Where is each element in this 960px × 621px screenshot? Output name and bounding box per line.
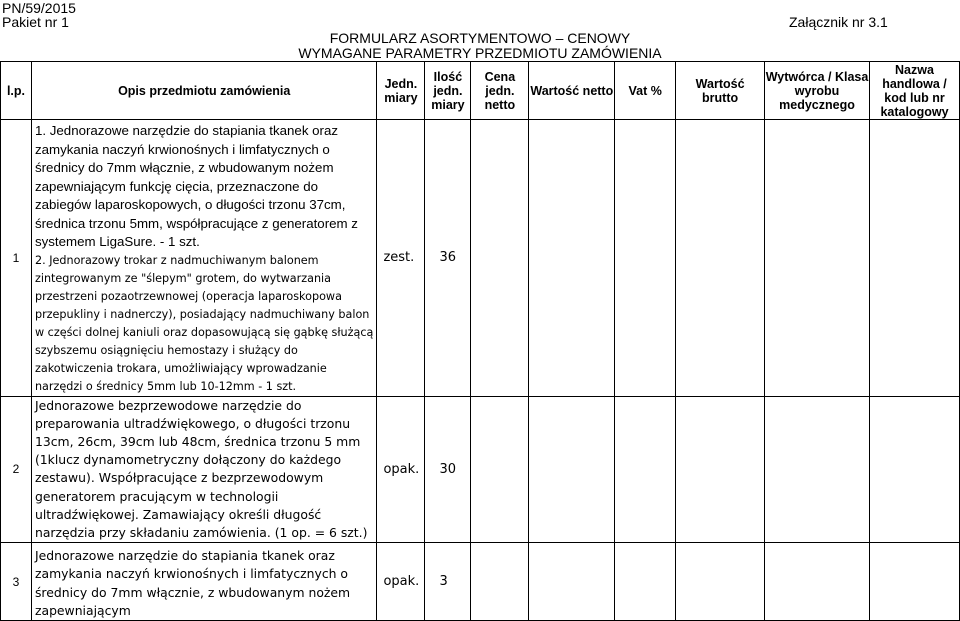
form-title: FORMULARZ ASORTYMENTOWO – CENOWY xyxy=(329,30,631,46)
header-ilosc: Ilość jedn. miary xyxy=(425,62,471,120)
row-number: 2 xyxy=(1,396,32,543)
vat-cell[interactable] xyxy=(615,120,676,397)
header-jedn-miary: Jedn. miary xyxy=(377,62,425,120)
attachment-label: Załącznik nr 3.1 xyxy=(789,14,888,30)
row-number: 3 xyxy=(1,543,32,621)
net-value-cell[interactable] xyxy=(529,396,615,543)
header-cena: Cena jedn. netto xyxy=(471,62,529,120)
table-row xyxy=(1,120,960,397)
gross-value-cell[interactable] xyxy=(676,120,765,397)
trade-name-cell[interactable] xyxy=(869,543,959,621)
item-description-text: Jednorazowe narzędzie do stapiania tkanek oraz zamykania naczyń krwionośnych i limfatycznych o średnicy do 7mm włącznie, z wbudowanym nożem zapewniającym xyxy=(34,548,351,618)
unit-price-cell[interactable] xyxy=(471,396,529,543)
vat-cell[interactable] xyxy=(615,396,676,543)
net-value-cell[interactable] xyxy=(529,120,615,397)
net-value-cell[interactable] xyxy=(529,543,615,621)
manufacturer-cell[interactable] xyxy=(765,120,870,397)
header-wartosc-brutto: Wartość brutto xyxy=(676,62,765,120)
unit-of-measure: opak. xyxy=(377,543,425,621)
unit-of-measure: opak. xyxy=(377,396,425,543)
header-row xyxy=(1,62,960,120)
table-row xyxy=(1,396,960,543)
vat-cell[interactable] xyxy=(615,543,676,621)
gross-value-cell[interactable] xyxy=(676,543,765,621)
packet-label: Pakiet nr 1 xyxy=(2,14,69,30)
order-table xyxy=(0,61,960,621)
manufacturer-cell[interactable] xyxy=(765,543,870,621)
document-reference: PN/59/2015 xyxy=(2,0,76,16)
row-number: 1 xyxy=(1,120,32,397)
item-description-part-2: 2. Jednorazowy trokar z nadmuchiwanym balonem zintegrowanym ze "ślepym" grotem, do wytwarzania przestrzeni pozaotrzewnowej (operacja laparoskopowa przepukliny i nadnerczy), posiadający nadmuchiwany balon w części dolnej kaniuli oraz dopasowującą się gąbkę służącą szybszemu osiągnięciu hemostazy i służący do zakotwiczenia trokara, umożliwiający wprowadzanie narzędzi o średnicy 5mm lub 10-12mm - 1 szt. xyxy=(34,253,374,393)
item-description-part-1: 1. Jednorazowe narzędzie do stapiania tkanek oraz zamykania naczyń krwionośnych i limfatycznych o średnicy do 7mm włącznie, z wbudowanym nożem zapewniającym funkcję cięcia, przeznaczone do zabiegów laparoskopowych, o długości trzonu 37cm, średnica trzonu 5mm, współpracujące z generatorem z systemem LigaSure. - 1 szt. xyxy=(34,123,358,249)
gross-value-cell[interactable] xyxy=(676,396,765,543)
trade-name-cell[interactable] xyxy=(869,120,959,397)
header-lp: l.p. xyxy=(1,62,32,120)
item-description xyxy=(31,120,376,397)
quantity: 36 xyxy=(425,120,471,397)
unit-price-cell[interactable] xyxy=(471,543,529,621)
unit-of-measure: zest. xyxy=(377,120,425,397)
table-row xyxy=(1,543,960,621)
header-nazwa: Nazwa handlowa / kod lub nr katalogowy xyxy=(869,62,959,120)
manufacturer-cell[interactable] xyxy=(765,396,870,543)
header-opis: Opis przedmiotu zamówienia xyxy=(31,62,376,120)
item-description xyxy=(31,396,376,543)
header-wartosc-netto: Wartość netto xyxy=(529,62,615,120)
quantity: 30 xyxy=(425,396,471,543)
item-description-text: Jednorazowe bezprzewodowe narzędzie do preparowania ultradźwiękowego, o długości trzonu 13cm, 26cm, 39cm lub 48cm, średnica trzonu 5 mm (1klucz dynamometryczny dołączony do każdego zestawu). Współpracujące z bezprzewodowym generatorem pracującym w technologii ultradźwiękowej. Zamawiający określi długość narzędzia przy składaniu zamówienia. (1 op. = 6 szt.) xyxy=(34,397,368,540)
item-description xyxy=(31,543,376,621)
header-wytworca: Wytwórca / Klasa wyrobu medycznego xyxy=(765,62,870,120)
trade-name-cell[interactable] xyxy=(869,396,959,543)
quantity: 3 xyxy=(425,543,471,621)
form-subtitle: WYMAGANE PARAMETRY PRZEDMIOTU ZAMÓWIENIA xyxy=(298,45,662,61)
unit-price-cell[interactable] xyxy=(471,120,529,397)
header-vat: Vat % xyxy=(615,62,676,120)
